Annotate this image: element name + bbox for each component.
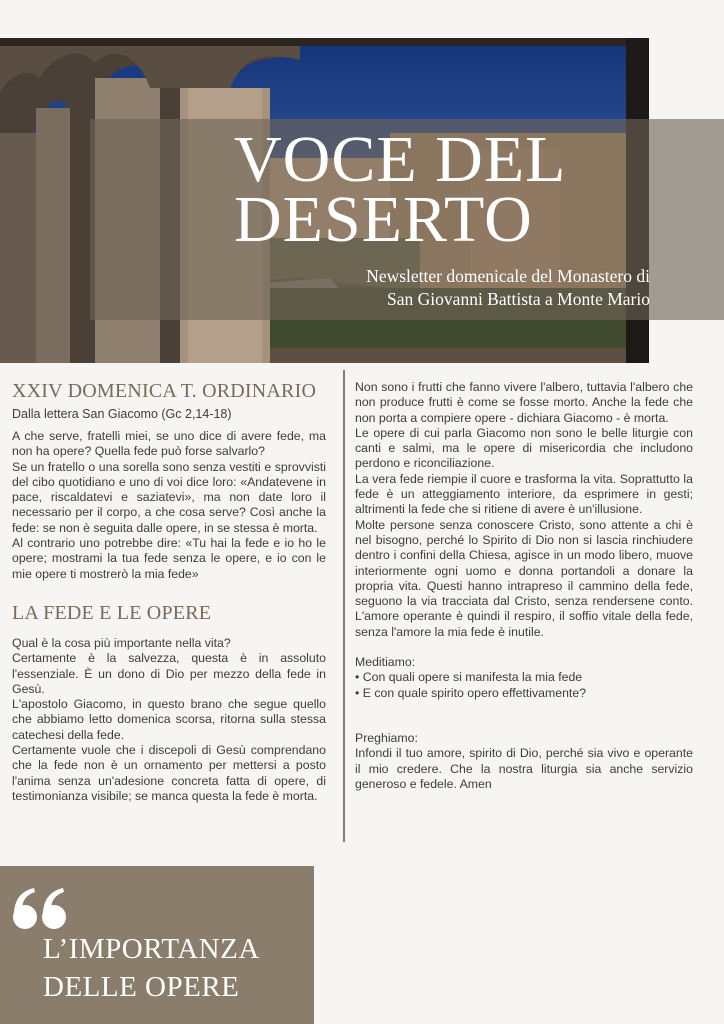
body-paragraph: Le opere di cui parla Giacomo non sono le belle liturgie con canti e salmi, ma le opere di misericordia che includono perdono e riconciliazione. [355,425,693,471]
left-column [12,378,326,804]
pull-quote-box [0,866,314,1024]
right-column [355,380,693,792]
meditate-item: • E con quale spirito opero effettivamente? [355,685,587,700]
body-paragraph: Non sono i frutti che fanno vivere l'albero, tuttavia l'albero che non produce frutti è come se fosse morto. Anche la fede che non porta a compiere opere - dichiara Giacomo - è morta. [355,380,693,425]
pray-label: Preghiamo: [355,730,418,745]
reflection-paragraph: L'apostolo Giacomo, in questo brano che segue quello che abbiamo letto domenica scorsa, ritorna sulla stessa catechesi della fede. [12,697,326,742]
tagline-line-1: Newsletter domenicale del Monastero di [366,266,650,286]
section-heading: LA FEDE E LE OPERE [12,601,212,624]
reading-source: Dalla lettera San Giacomo (Gc 2,14-18) [12,407,232,421]
pull-quote-line-1: L’IMPORTANZA [43,933,260,965]
prayer-text: Infondi il tuo amore, spirito di Dio, perché sia vivo e operante il mio credere. Che la nostra liturgia sia anche servizio generoso e fedele. Amen [355,746,693,791]
reflection-paragraph: Certamente vuole che i discepoli di Gesù comprendano che la fede non è un ornamento per mettersi a posto l'anima senza un'adesione concreta fatta di opere, di testimonianza visibile; se manca questa la fede è morta. [12,743,326,803]
reading-paragraph: Se un fratello o una sorella sono senza vestiti e sprovvisti del cibo quotidiano e uno di voi dice loro: «Andatevene in pace, riscaldatevi e saziatevi», ma non date loro il necessario per il corpo, a che cosa serve? Così anche la fede: se non è seguita dalle opere, in se stessa è morta. [12,459,326,535]
pull-quote-line-2: DELLE OPERE [43,971,240,1003]
reading-paragraph: Al contrario uno potrebbe dire: «Tu hai la fede e io ho le opere; mostrami la tua fede senza le opere, e io con le mie opere ti mostrerò la mia fede» [12,536,326,581]
newsletter-title [234,123,654,256]
title-line-2: DESERTO [234,183,533,256]
title-line-1: VOCE DEL [234,123,567,196]
meditate-label: Meditiamo: [355,655,416,670]
body-paragraph: La vera fede riempie il cuore e trasforma la vita. Soprattutto la fede è un atteggiamento interiore, da esprimere in gesti; altrimenti la fede che si ritiene di avere è un'illusione. [355,471,693,517]
tagline-line-2: San Giovanni Battista a Monte Mario [387,289,650,309]
reflection-paragraph: Qual è la cosa più importante nella vita? [12,635,231,650]
meditate-item: • Con quali opere si manifesta la mia fede [355,670,583,685]
newsletter-tagline [250,265,650,311]
column-divider [343,370,345,842]
sunday-heading: XXIV DOMENICA T. ORDINARIO [12,380,317,402]
quote-mark-icon [12,888,68,930]
pull-quote-title [43,930,308,1006]
reflection-paragraph: Certamente è la salvezza, questa è in assoluto l'essenziale. È un dono di Dio per mezzo della fede in Gesù. [12,651,326,696]
body-paragraph: Molte persone senza conoscere Cristo, sono attente a chi è nel bisogno, perché lo Spirito di Dio non si lascia rinchiudere dentro i confini della Chiesa, agisce in un modo libero, muove interiormente ogni uomo e donna portandoli a donare la propria vita. Questi hanno intrapreso il cammino della fede, seguono la via tracciata dal Cristo, senza rendersene conto. L'amore operante è quindi il respiro, il soffio vitale della fede, senza l'amore la mia fede è inutile. [355,517,693,639]
reading-paragraph: A che serve, fratelli miei, se uno dice di avere fede, ma non ha opere? Quella fede può forse salvarlo? [12,429,326,459]
